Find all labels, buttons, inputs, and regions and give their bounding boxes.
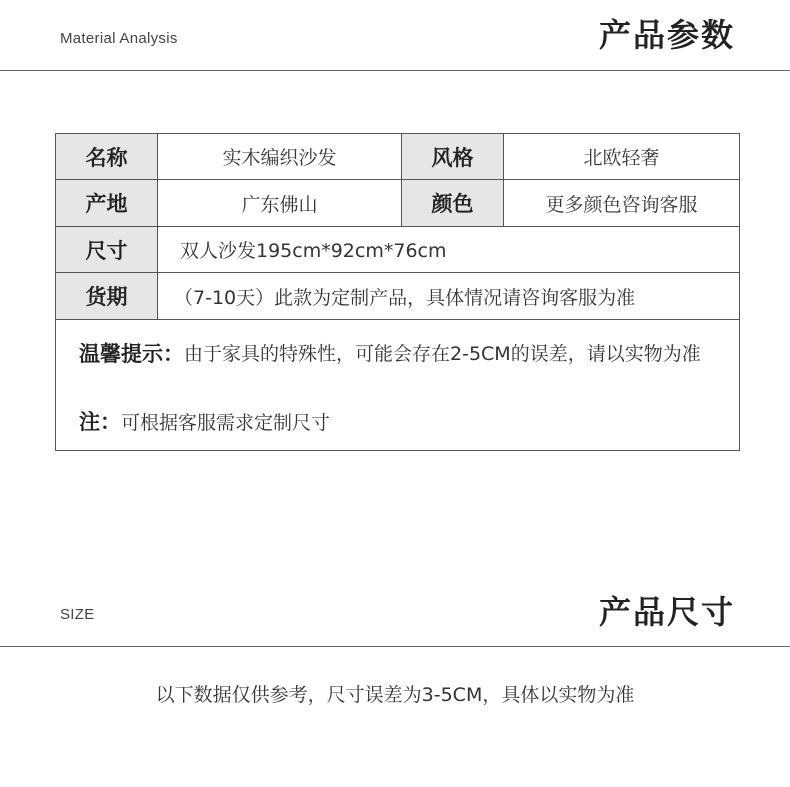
- note-block: [79, 406, 330, 436]
- value-color: 更多颜色咨询客服: [545, 193, 698, 216]
- label-origin: 产地: [56, 180, 158, 226]
- table-row: [56, 227, 739, 273]
- table-row: [56, 273, 739, 320]
- size-title-en: SIZE: [60, 606, 95, 623]
- size-divider: [0, 646, 790, 647]
- label-color: 颜色: [401, 180, 504, 226]
- note-text: 可根据客服需求定制尺寸: [121, 412, 331, 434]
- label-style: 风格: [401, 134, 504, 179]
- tip-label: 温馨提示：: [79, 342, 184, 366]
- note-label: 注：: [79, 410, 121, 434]
- section-title-cn: 产品参数: [598, 16, 735, 54]
- size-disclaimer: 以下数据仅供参考，尺寸误差为3-5CM，具体以实物为准: [155, 684, 635, 706]
- label-delivery: 货期: [56, 273, 158, 319]
- spec-table: [55, 133, 740, 451]
- value-size: 双人沙发195cm*92cm*76cm: [180, 240, 447, 262]
- tip-block: [79, 342, 719, 366]
- value-origin: 广东佛山: [241, 193, 318, 216]
- value-style: 北欧轻奢: [583, 147, 660, 169]
- label-name: 名称: [56, 134, 158, 179]
- value-delivery: （7-10天）此款为定制产品，具体情况请咨询客服为准: [174, 286, 636, 309]
- value-name: 实木编织沙发: [222, 147, 337, 169]
- table-row: [56, 134, 739, 180]
- table-row: [56, 180, 739, 227]
- section-title-en: Material Analysis: [60, 30, 178, 47]
- section-divider: [0, 70, 790, 71]
- tip-text: 由于家具的特殊性，可能会存在2-5CM的误差，请以实物为准: [184, 343, 701, 365]
- size-title-cn: 产品尺寸: [598, 593, 735, 631]
- label-size: 尺寸: [56, 227, 158, 272]
